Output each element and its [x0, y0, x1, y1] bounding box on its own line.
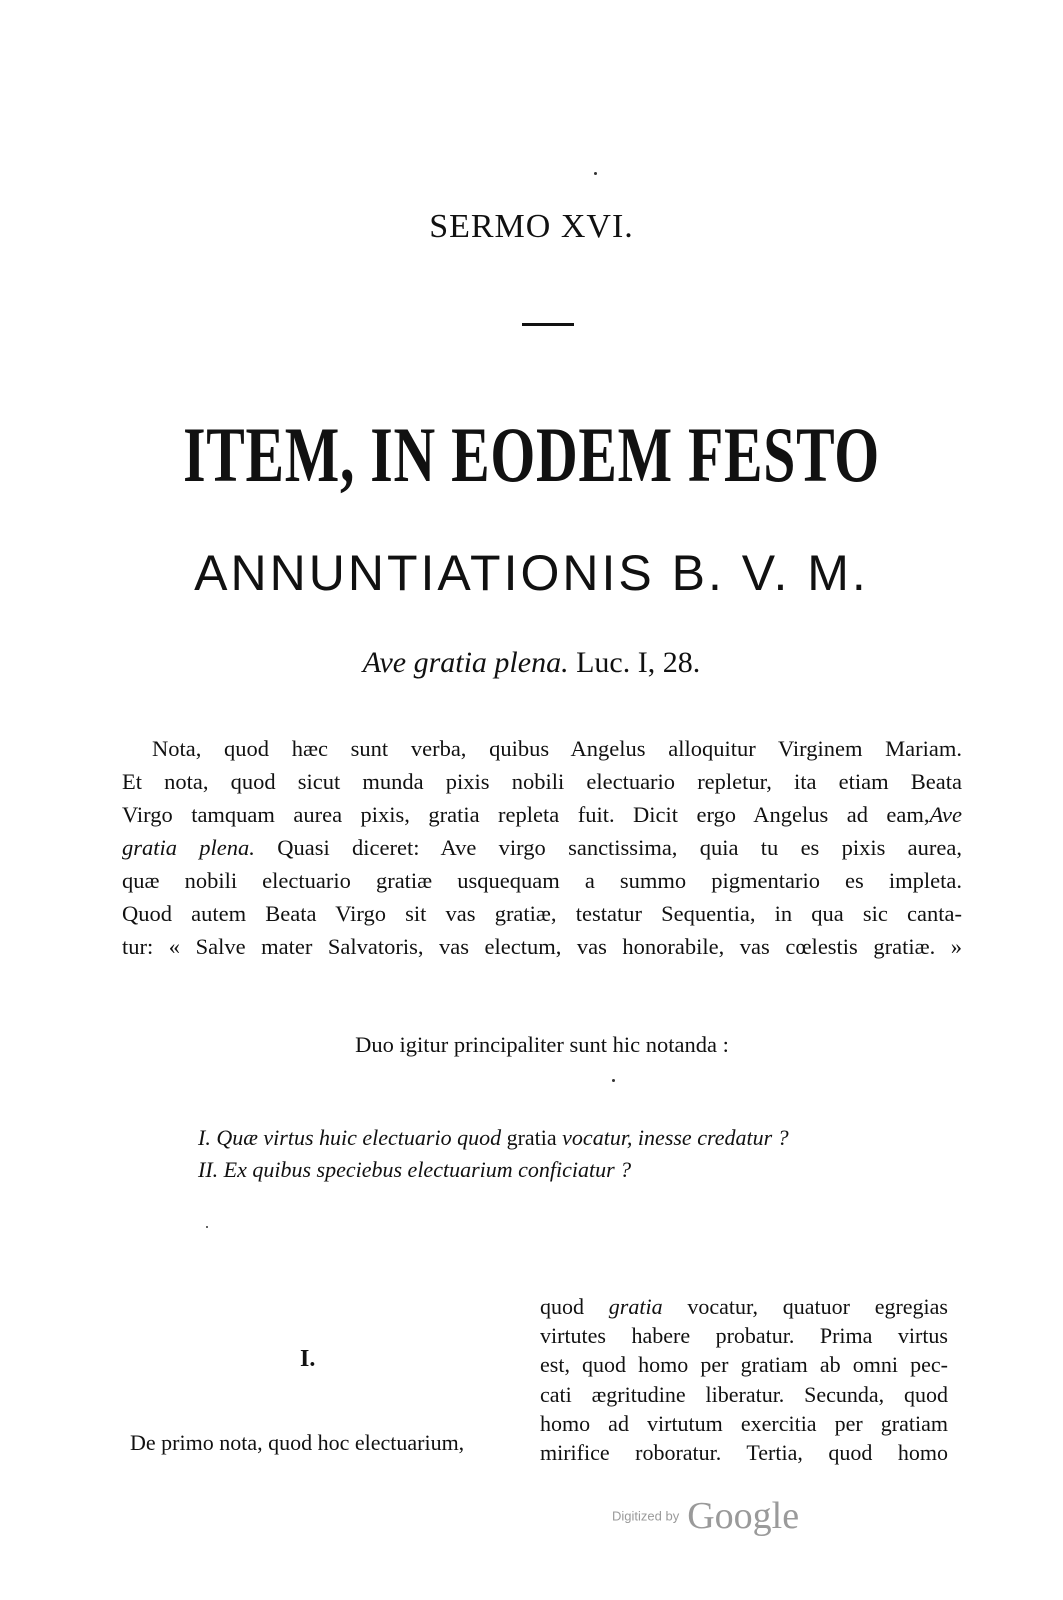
body-line: Et nota, quod sicut munda pixis nobili electuario repletur, ita etiam Beata — [122, 769, 962, 794]
point-text: vocatur, inesse credatur ? — [562, 1125, 789, 1150]
section-numeral: I. — [300, 1346, 316, 1372]
scan-speck — [612, 1079, 615, 1082]
body-line: tur: « Salve mater Salvatoris, vas electum, vas honorabile, vas cœlestis gratiæ. » — [122, 934, 962, 959]
scan-speck — [594, 172, 597, 175]
column-italic: gratia — [608, 1294, 663, 1319]
point-item: II. Ex quibus speciebus electuarium conficiatur ? — [198, 1157, 632, 1182]
column-line: mirifice roboratur. Tertia, quod homo — [540, 1440, 948, 1466]
header-rule — [522, 323, 574, 326]
body-paragraph — [122, 732, 962, 963]
column-line — [540, 1292, 948, 1321]
column-line: est, quod homo per gratiam ab omni pec- — [540, 1352, 948, 1378]
epigraph-quote: Ave gratia plena. — [362, 646, 569, 679]
epigraph-reference: Luc. I, 28. — [576, 646, 701, 679]
point-text: gratia — [506, 1125, 557, 1150]
body-line — [122, 831, 962, 864]
column-line: homo ad virtutum exercitia per gratiam — [540, 1410, 948, 1436]
column-line: cati ægritudine liberatur. Secunda, quod — [540, 1381, 948, 1407]
body-italic: gratia plena. — [122, 835, 255, 860]
point-text: I. Quæ virtus huic electuario quod — [198, 1125, 502, 1150]
page-subtitle: ANNUNTIATIONIS B. V. M. — [194, 545, 869, 601]
body-line: Nota, quod hæc sunt verba, quibus Angelus alloquitur Virginem Mariam. — [152, 736, 962, 761]
section-right-column — [540, 1292, 948, 1467]
digitization-watermark — [612, 1494, 799, 1538]
sermon-number: SERMO XVI. — [429, 208, 634, 245]
body-line: quæ nobili electuario gratiæ usquequam a summo pigmentario es impleta. — [122, 868, 962, 893]
scan-speck — [206, 1226, 208, 1228]
point-item — [198, 1122, 898, 1154]
body-italic: Ave — [929, 802, 962, 827]
points-intro: Duo igitur principaliter sunt hic notanda : — [355, 1032, 729, 1057]
section-left-column: De primo nota, quod hoc electuarium, — [130, 1430, 465, 1455]
body-line — [122, 798, 962, 831]
google-logo: Google — [687, 1495, 800, 1537]
body-line-text: Quasi diceret: Ave virgo sanctissima, quia tu es pixis aurea, — [277, 835, 963, 860]
column-text: quod — [540, 1294, 584, 1319]
body-line: Quod autem Beata Virgo sit vas gratiæ, testatur Sequentia, in qua sic canta- — [122, 901, 962, 926]
body-line-text: Virgo tamquam aurea pixis, gratia repleta fuit. Dicit ergo Angelus ad eam, — [122, 802, 930, 827]
column-line: virtutes habere probatur. Prima virtus — [540, 1323, 948, 1349]
column-text: vocatur, quatuor egregias — [687, 1294, 948, 1319]
watermark-text: Digitized by — [612, 1508, 680, 1524]
epigraph — [0, 646, 1063, 680]
page-title: ITEM, IN EODEM FESTO — [183, 411, 880, 498]
points-list — [198, 1122, 898, 1186]
